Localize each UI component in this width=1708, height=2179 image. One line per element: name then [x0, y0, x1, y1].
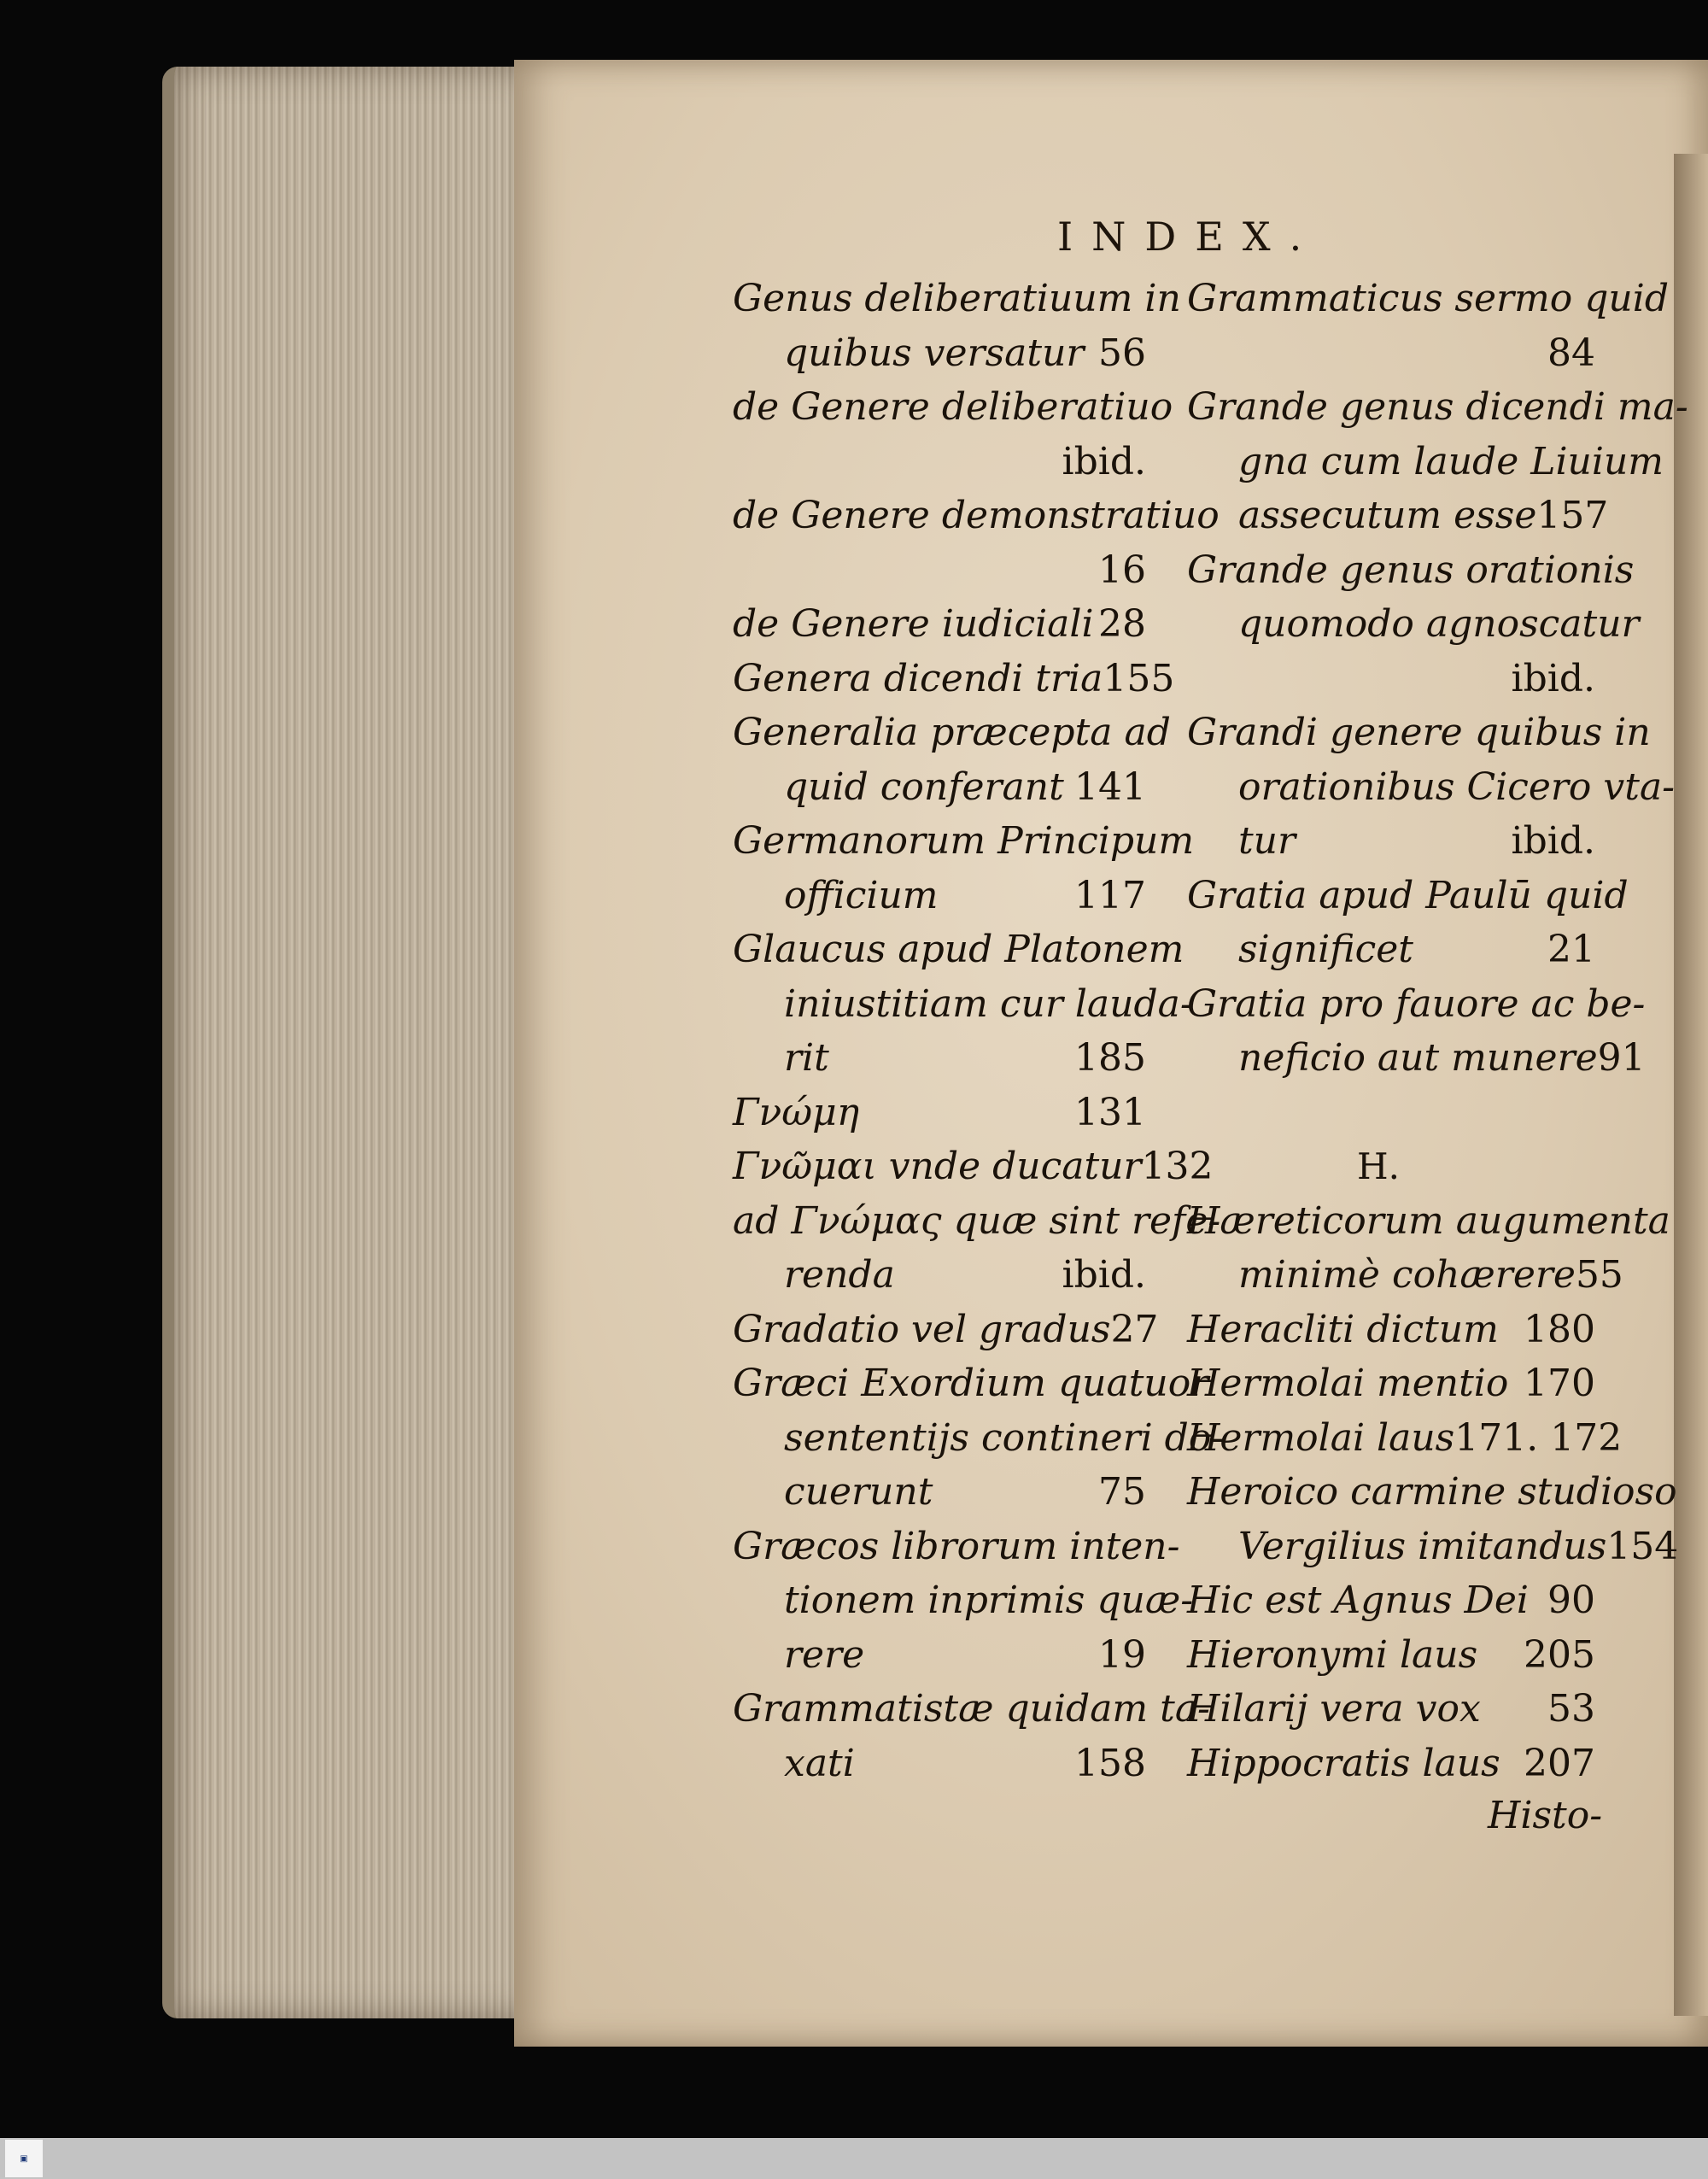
page-reference: ibid. — [1511, 656, 1595, 700]
page-reference: ibid. — [1511, 819, 1595, 863]
index-entry — [1187, 1194, 1670, 1303]
index-entry-line — [733, 1248, 1146, 1303]
entry-text: quomodo agnoscatur — [1238, 602, 1640, 646]
entry-text: Gradatio vel gradus — [733, 1307, 1111, 1351]
entry-text: Hieronymi laus — [1187, 1632, 1478, 1677]
index-entry-line — [733, 977, 1193, 1032]
index-entry-line — [733, 760, 1146, 815]
entry-text: xati — [784, 1741, 855, 1785]
entry-text: assecutum esse — [1238, 494, 1537, 537]
index-entry-line — [1187, 1031, 1646, 1086]
entry-text: Grande genus dicendi ma- — [1187, 385, 1688, 429]
index-entry-line — [733, 1086, 1146, 1140]
entry-text: quid conferant — [784, 764, 1064, 809]
entry-text: Gratia apud Paulū quid — [1187, 873, 1629, 917]
index-entry-line — [1187, 1628, 1595, 1683]
entry-text: orationibus Cicero vta- — [1238, 764, 1676, 809]
index-entry — [1187, 1303, 1595, 1357]
index-entry-line — [1187, 380, 1688, 435]
entry-text: quibus versatur — [784, 331, 1085, 375]
index-entry-line — [733, 489, 1220, 543]
index-entry-line — [733, 1628, 1146, 1683]
entry-text: Grandi genere quibus in — [1187, 711, 1651, 754]
page-reference: 155 — [1103, 656, 1175, 700]
section-letter-heading: H. — [1357, 1145, 1400, 1187]
index-entry-line — [1187, 1682, 1595, 1737]
index-entry — [1187, 543, 1640, 706]
entry-text: tur — [1238, 819, 1296, 863]
entry-text: Hermolai mentio — [1187, 1362, 1509, 1405]
index-entry-line — [733, 597, 1146, 652]
entry-text: Hippocratis laus — [1187, 1741, 1500, 1785]
index-entry-line — [733, 1031, 1146, 1086]
index-entry-line — [1187, 706, 1651, 760]
index-entry-line — [733, 1303, 1159, 1357]
entry-text: Grammatistæ quidam ta- — [733, 1687, 1210, 1731]
index-entry-line — [1187, 923, 1595, 977]
page-reference: 158 — [1074, 1741, 1146, 1785]
index-entry-line — [733, 380, 1173, 435]
entry-text: ad Γνώμας quæ sint refe- — [733, 1198, 1221, 1243]
entry-text: neficio aut munere — [1238, 1036, 1598, 1080]
entry-text: Hermolai laus — [1187, 1415, 1455, 1460]
entry-text: Græci Exordium quatuor — [733, 1362, 1209, 1405]
index-entry — [1187, 977, 1646, 1086]
index-entry-line — [1187, 814, 1595, 869]
entry-text: Glaucus apud Platonem — [733, 928, 1184, 971]
entry-text: minimè cohærere — [1238, 1253, 1576, 1297]
page-reference: 55 — [1575, 1253, 1623, 1297]
page-reference: 84 — [1547, 331, 1595, 375]
entry-text: Genus deliberatiuum in — [733, 277, 1181, 320]
index-entry — [1187, 1356, 1595, 1411]
entry-text: de Genere iudiciali — [733, 602, 1094, 646]
page-reference: 141 — [1074, 764, 1146, 809]
page-reference: 180 — [1524, 1307, 1595, 1351]
entry-text: Grande genus orationis — [1187, 548, 1635, 592]
index-entry — [733, 1520, 1194, 1683]
index-entry-line — [1187, 489, 1609, 543]
index-entry-line — [1187, 597, 1640, 652]
index-entry — [733, 923, 1193, 1086]
page-reference: ibid. — [1062, 439, 1146, 483]
index-entry — [733, 1303, 1159, 1357]
entry-text: Γνώμη — [733, 1090, 860, 1134]
index-entry-line — [733, 923, 1184, 977]
page-reference: 171. 172 — [1454, 1415, 1623, 1460]
index-column-right — [1187, 272, 1688, 1790]
entry-text: de Genere demonstratiuo — [733, 494, 1220, 537]
index-entry-line — [1187, 1303, 1595, 1357]
entry-text: Genera dicendi tria — [733, 656, 1103, 700]
index-entry-line — [1187, 1573, 1595, 1628]
entry-gap — [1187, 1086, 1595, 1140]
index-entry-line — [1187, 1248, 1623, 1303]
entry-text: cuerunt — [784, 1470, 933, 1514]
book-page-edges — [162, 67, 541, 2018]
index-entry — [1187, 1737, 1595, 1791]
index-entry-line — [733, 1737, 1146, 1791]
entry-text: tionem inprimis quæ- — [784, 1579, 1194, 1622]
index-entry — [733, 597, 1146, 652]
library-logo-icon: ▣ — [5, 2140, 43, 2177]
index-entry-line — [733, 652, 1175, 706]
entry-text: officium — [784, 873, 939, 917]
page-reference: 56 — [1098, 331, 1146, 375]
page-reference: 132 — [1141, 1145, 1214, 1188]
index-entry — [733, 1194, 1221, 1303]
entry-text: Heracliti dictum — [1187, 1307, 1499, 1351]
running-head: INDEX. — [1057, 214, 1321, 260]
index-entry-line — [733, 1465, 1146, 1520]
index-entry — [1187, 706, 1676, 869]
entry-text: Heroico carmine studioso — [1187, 1470, 1677, 1514]
entry-text: Hic est Agnus Dei — [1187, 1579, 1529, 1622]
page-reference: 170 — [1524, 1362, 1595, 1405]
index-entry-line — [733, 1356, 1209, 1411]
index-entry-line — [1187, 1411, 1623, 1466]
index-entry-line — [1187, 652, 1595, 706]
index-entry — [733, 1086, 1146, 1140]
index-entry-line — [1187, 435, 1664, 489]
index-entry-line — [733, 706, 1171, 760]
index-entry — [1187, 380, 1688, 543]
index-entry-line — [733, 1411, 1225, 1466]
entry-text: Germanorum Principum — [733, 819, 1195, 863]
catchword: Histo- — [1488, 1794, 1603, 1837]
page-reference: 28 — [1098, 602, 1146, 646]
index-entry — [1187, 1465, 1679, 1573]
page-reference: 90 — [1547, 1579, 1595, 1622]
index-entry-line — [1187, 977, 1646, 1032]
index-entry-line — [733, 435, 1146, 489]
index-entry — [733, 1356, 1225, 1520]
index-entry-line — [1187, 326, 1595, 381]
index-entry — [733, 380, 1173, 489]
index-entry-line — [1187, 1356, 1595, 1411]
entry-text: rit — [784, 1036, 829, 1080]
index-entry-line — [733, 1139, 1214, 1194]
entry-text: Hilarij vera vox — [1187, 1687, 1481, 1731]
entry-text: rere — [784, 1632, 865, 1677]
viewer-bottom-bar — [0, 2138, 1708, 2179]
index-entry-line — [1187, 543, 1635, 598]
page-reference: 75 — [1098, 1470, 1146, 1514]
page-reference: 154 — [1606, 1524, 1679, 1568]
index-entry-line — [733, 272, 1181, 326]
index-entry — [733, 489, 1220, 597]
index-entry — [1187, 1573, 1595, 1628]
index-entry-line — [733, 326, 1146, 381]
page-reference: 19 — [1098, 1632, 1146, 1677]
index-column-left — [733, 272, 1225, 1790]
index-entry — [733, 814, 1195, 923]
index-entry — [733, 1139, 1214, 1194]
page-reference: 207 — [1524, 1741, 1595, 1785]
index-entry-line — [733, 1573, 1194, 1628]
entry-text: sententijs contineri do- — [784, 1415, 1225, 1460]
entry-text: Græcos librorum inten- — [733, 1524, 1180, 1568]
index-entry-line — [733, 543, 1146, 598]
entry-text: iniustitiam cur lauda- — [784, 981, 1193, 1026]
index-entry — [1187, 869, 1629, 977]
entry-text: Γνῶμαι vnde ducatur — [733, 1145, 1142, 1188]
page-reference: 91 — [1597, 1036, 1646, 1080]
index-entry-line — [1187, 1737, 1595, 1791]
page-reference: 157 — [1536, 494, 1609, 537]
index-entry-line — [1187, 1194, 1670, 1249]
index-entry — [1187, 1411, 1623, 1466]
page-reference: 16 — [1098, 548, 1146, 592]
index-entry-line — [1187, 1520, 1679, 1574]
index-entry-line — [733, 869, 1146, 923]
entry-text: renda — [784, 1253, 895, 1297]
entry-text: de Genere deliberatiuo — [733, 385, 1173, 429]
entry-text: significet — [1238, 928, 1413, 971]
index-entry — [733, 652, 1175, 706]
index-entry — [1187, 1682, 1595, 1737]
page-reference: 27 — [1110, 1307, 1159, 1351]
index-entry — [1187, 1628, 1595, 1683]
page-reference: 185 — [1074, 1036, 1146, 1080]
index-entry — [1187, 272, 1669, 380]
page-reference: 21 — [1547, 928, 1595, 971]
index-entry-line — [1187, 272, 1669, 326]
entry-text: Hæreticorum augumenta — [1187, 1198, 1670, 1243]
page-reference: 131 — [1074, 1090, 1146, 1134]
index-entry-line — [733, 1194, 1221, 1249]
index-entry-line — [1187, 760, 1676, 815]
page-reference: 53 — [1547, 1687, 1595, 1731]
entry-text: Vergilius imitandus — [1238, 1524, 1607, 1568]
entry-text: Grammaticus sermo quid — [1187, 277, 1669, 320]
entry-text: Generalia præcepta ad — [733, 711, 1171, 754]
index-entry — [733, 272, 1181, 380]
index-entry-line — [733, 1520, 1180, 1574]
page-reference: 205 — [1524, 1632, 1595, 1677]
index-entry — [733, 706, 1171, 814]
page-reference: 117 — [1074, 873, 1146, 917]
entry-text: gna cum laude Liuium — [1238, 439, 1664, 483]
index-entry-line — [733, 814, 1195, 869]
page-reference: ibid. — [1062, 1253, 1146, 1297]
index-entry-line — [1187, 869, 1629, 923]
entry-text: Gratia pro fauore ac be- — [1187, 981, 1646, 1026]
index-entry — [733, 1682, 1210, 1790]
index-entry-line — [733, 1682, 1210, 1737]
index-entry-line — [1187, 1465, 1677, 1520]
